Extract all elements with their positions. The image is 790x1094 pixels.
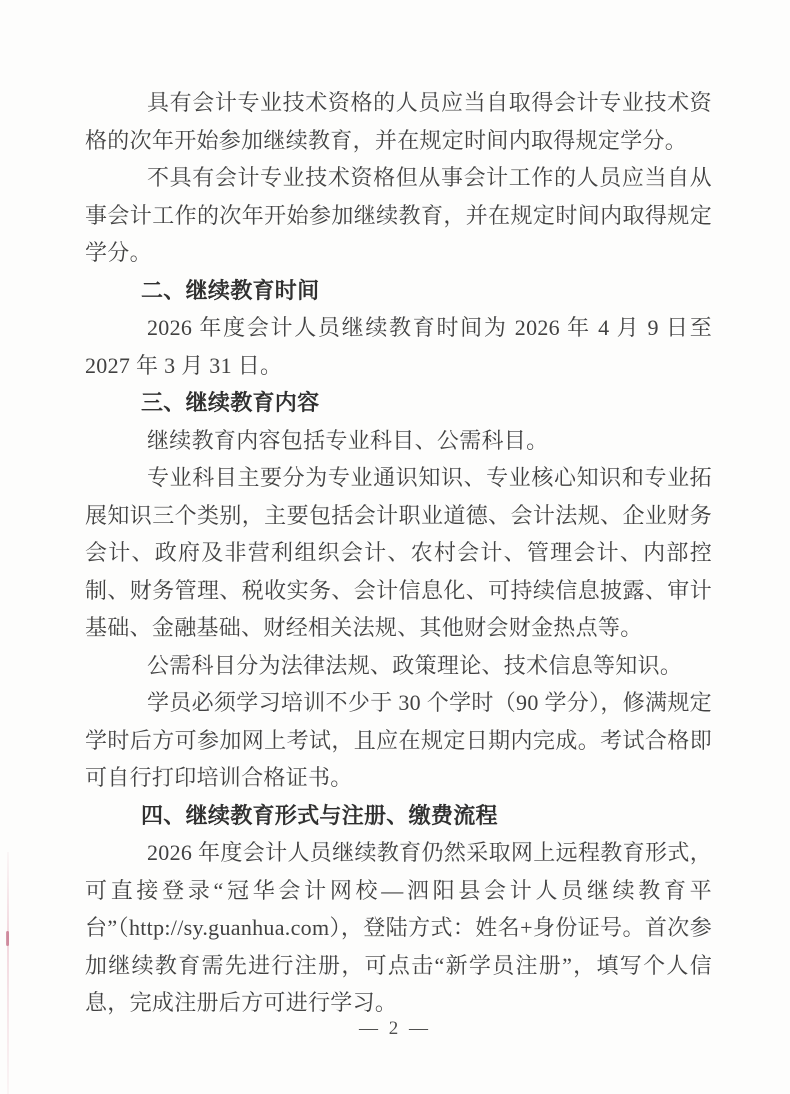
page-number: — 2 — <box>359 1018 431 1039</box>
section-heading: 二、继续教育时间 <box>141 277 320 303</box>
section-heading: 三、继续教育内容 <box>141 390 320 415</box>
paragraph: 2026 年度会计人员继续教育时间为 2026 年 4 月 9 日至 2027 年 3 月 31 日。 <box>85 315 712 378</box>
paragraph: 继续教育内容包括专业科目、公需科目。 <box>147 427 549 453</box>
paragraph: 公需科目分为法律法规、政策理论、技术信息等知识。 <box>147 652 683 678</box>
scan-artifact-dash <box>6 931 9 946</box>
document-content <box>85 84 712 1022</box>
paragraph: 不具有会计专业技术资格但从事会计工作的人员应当自从事会计工作的次年开始参加继续教育，并在规定时间内取得规定学分。 <box>85 165 712 265</box>
paragraph: 学员必须学习培训不少于 30 个学时（90 学分），修满规定学时后方可参加网上考试，且应在规定日期内完成。考试合格即可自行打印培训合格证书。 <box>85 690 712 790</box>
scan-artifact-line <box>7 852 9 1094</box>
paragraph: 具有会计专业技术资格的人员应当自取得会计专业技术资格的次年开始参加继续教育，并在规定时间内取得规定学分。 <box>85 90 712 153</box>
paragraph: 2026 年度会计人员继续教育仍然采取网上远程教育形式，可直接登录“冠华会计网校—泗阳县会计人员继续教育平台”（http://sy.guanhua.com），登陆方式：姓名+身份证号。首次参加继续教育需先进行注册，可点击“新学员注册”，填写个人信息，完成注册后方可进行学习。 <box>85 840 712 1015</box>
section-heading: 四、继续教育形式与注册、缴费流程 <box>141 802 498 828</box>
paragraph: 专业科目主要分为专业通识知识、专业核心知识和专业拓展知识三个类别，主要包括会计职业道德、会计法规、企业财务会计、政府及非营利组织会计、农村会计、管理会计、内部控制、财务管理、税收实务、会计信息化、可持续信息披露、审计基础、金融基础、财经相关法规、其他财会财金热点等。 <box>85 465 712 640</box>
